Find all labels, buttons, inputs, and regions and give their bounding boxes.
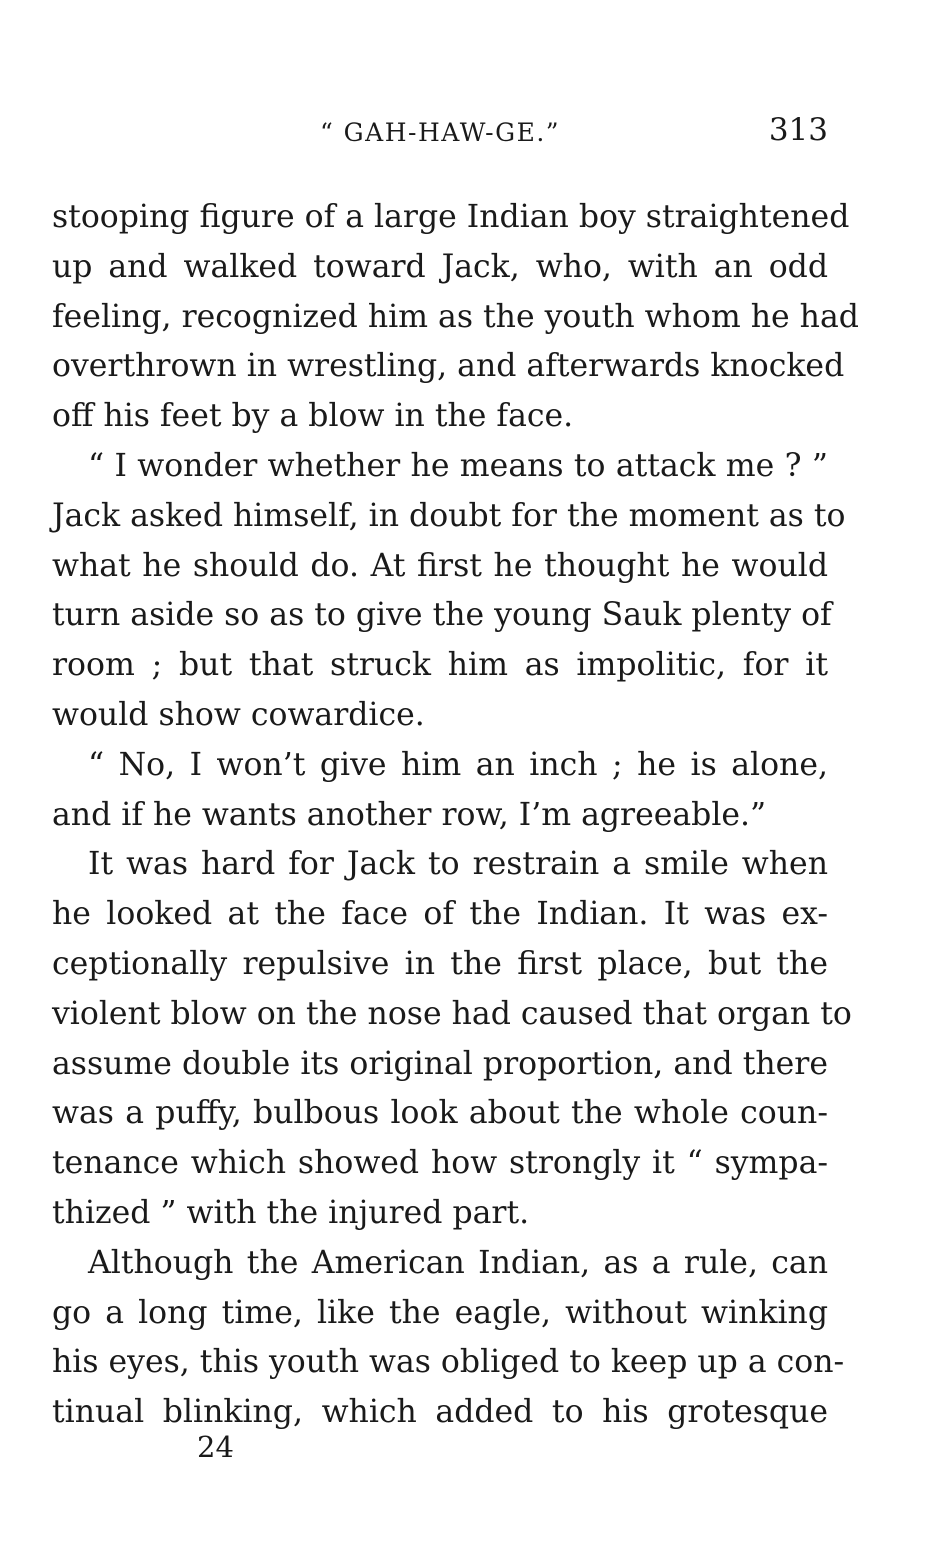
text-line: go a long time, like the eagle, without winking [52,1294,828,1331]
text-line: It was hard for Jack to restrain a smile when [88,846,828,883]
text-line: room ; but that struck him as impolitic, for it [52,647,828,684]
text-line: and if he wants another row, I’m agreeable.” [52,796,767,833]
body-text [52,193,859,1438]
text-line: he looked at the face of the Indian. It was ex- [52,896,828,933]
text-line: stooping figure of a large Indian boy straightened [52,199,850,235]
text-line: overthrown in wrestling, and afterwards knocked [52,348,845,385]
text-line: his eyes, this youth was obliged to keep up a con- [52,1344,845,1381]
text-line: “ I wonder whether he means to attack me ? ” [88,447,828,484]
running-title: “ GAH-HAW-GE.” [319,118,561,147]
text-line: Although the American Indian, as a rule, can [88,1244,828,1281]
text-line: tinual blinking, which added to his grotesque [52,1394,828,1431]
text-line: what he should do. At first he thought he would [52,547,828,584]
running-head [52,112,828,152]
text-line: would show cowardice. [52,696,425,733]
text-line: thized ” with the injured part. [52,1194,530,1231]
text-line: assume double its original proportion, and there [52,1045,828,1082]
text-line: feeling, recognized him as the youth whom he had [52,298,859,335]
text-line: was a puffy, bulbous look about the whole coun- [52,1095,828,1132]
page-number: 313 [768,112,828,148]
text-line: violent blow on the nose had caused that organ to [52,995,852,1032]
text-line: “ No, I won’t give him an inch ; he is alone, [88,746,828,783]
text-line: turn aside so as to give the young Sauk plenty of [52,597,832,634]
signature-mark: 24 [197,1430,234,1464]
text-line: tenance which showed how strongly it “ sympa- [52,1145,828,1182]
text-line: off his feet by a blow in the face. [52,398,574,435]
text-line: ceptionally repulsive in the first place, but the [52,945,828,982]
text-line: Jack asked himself, in doubt for the moment as to [52,497,846,534]
text-line: up and walked toward Jack, who, with an odd [52,248,828,285]
